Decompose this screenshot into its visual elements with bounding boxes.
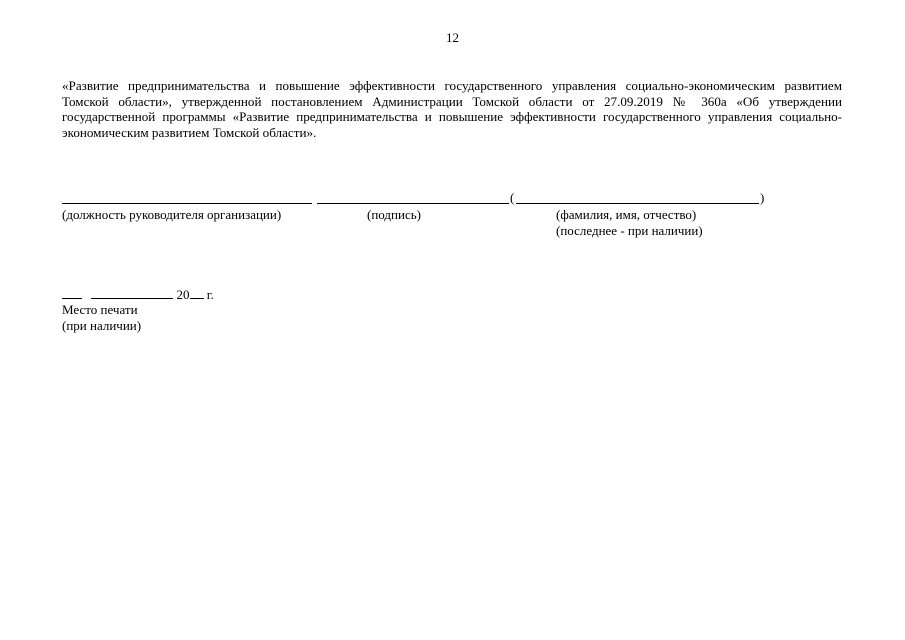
month-blank bbox=[91, 287, 173, 299]
seal-label: Место печати bbox=[62, 302, 138, 317]
name-open-paren: ( bbox=[510, 190, 515, 205]
year-prefix: 20 bbox=[176, 287, 190, 302]
name-close-paren: ) bbox=[760, 190, 765, 205]
year-blank bbox=[190, 287, 204, 299]
seal-note: (при наличии) bbox=[62, 318, 142, 333]
day-blank bbox=[62, 287, 82, 299]
fio-caption: (фамилия, имя, отчество) bbox=[556, 207, 697, 222]
signature-caption: (подпись) bbox=[367, 207, 421, 222]
signature-blank-line bbox=[317, 203, 509, 204]
date-line bbox=[62, 287, 214, 303]
name-blank-line bbox=[516, 203, 759, 204]
position-blank-line bbox=[62, 203, 312, 204]
fio-note: (последнее - при наличии) bbox=[556, 223, 703, 238]
body-paragraph: «Развитие предпринимательства и повышение эффективности государственного управления социально-экономическим развитием Томской области», утвержденной постановлением Администрации Томской области от 27.09.2019 № 360а «Об утверждении государственной программы «Развитие предпринимательства и повышение эффективности государственного управления социально-экономическим развитием Томской области». bbox=[62, 78, 842, 140]
seal-block bbox=[62, 302, 141, 334]
year-suffix: г. bbox=[203, 287, 214, 302]
page-number: 12 bbox=[446, 30, 459, 45]
position-caption: (должность руководителя организации) bbox=[62, 207, 282, 222]
